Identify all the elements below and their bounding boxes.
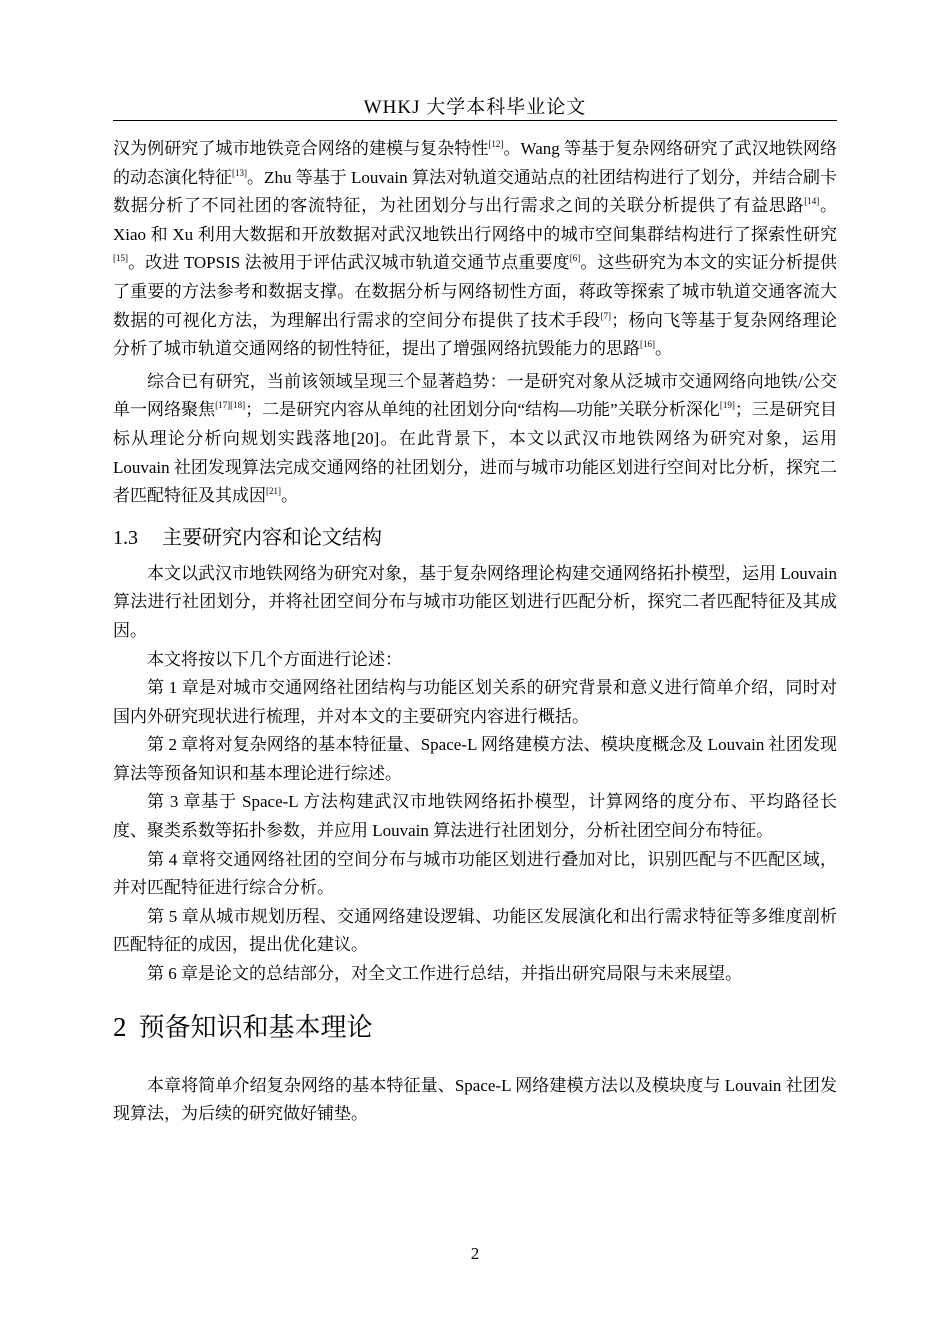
text-run: 。这些研究为本文的实证分析提供了重要的方法参考和数据支撑。在数据分析与网络韧性方面，蒋政等探索了城市轨道交通客流大数据的可视化方法，为理解出行需求的空间分布提供了技术手段 <box>113 253 837 330</box>
citation-ref: [7] <box>600 310 612 321</box>
section-number: 1.3 <box>113 526 138 549</box>
text-run: 。 <box>655 339 672 359</box>
header-rule <box>113 120 837 121</box>
paragraph-related-work <box>113 135 837 364</box>
citation-ref: [21] <box>266 486 281 497</box>
page-body <box>113 135 837 1129</box>
text-run: 汉为例研究了城市地铁竞合网络的建模与复杂特性 <box>113 139 489 158</box>
paragraph-structure-intro: 本文将按以下几个方面进行论述： <box>147 649 402 669</box>
text-run: 。Zhu 等基于 Louvain 算法对轨道交通站点的社团结构进行了划分，并结合刷卡数据分析了不同社团的客流特征，为社团划分与出行需求之间的关联分析提供了有益思路 <box>113 167 837 216</box>
paragraph-chapter-5: 第 5 章从城市规划历程、交通网络建设逻辑、功能区发展演化和出行需求特征等多维度剖析匹配特征的成因，提出优化建议。 <box>113 906 837 955</box>
chapter-number: 2 <box>113 1011 127 1042</box>
citation-ref: [15] <box>113 253 128 264</box>
paragraph-research-content: 本文以武汉市地铁网络为研究对象，基于复杂网络理论构建交通网络拓扑模型，运用 Louvain 算法进行社团划分，并将社团空间分布与城市功能区划进行匹配分析，探究二者匹配特征及其成因。 <box>113 563 837 640</box>
paragraph-chapter-2: 第 2 章将对复杂网络的基本特征量、Space-L 网络建模方法、模块度概念及 Louvain 社团发现算法等预备知识和基本理论进行综述。 <box>113 735 837 783</box>
chapter-title: 预备知识和基本理论 <box>138 1012 373 1043</box>
citation-ref: [13] <box>232 167 248 178</box>
section-title: 主要研究内容和论文结构 <box>162 524 382 549</box>
citation-ref: [6] <box>569 253 581 264</box>
citation-ref: [19] <box>719 400 735 411</box>
page-header: WHKJ 大学本科毕业论文 <box>363 97 587 118</box>
paragraph-chapter-2-intro: 本章将简单介绍复杂网络的基本特征量、Space-L 网络建模方法以及模块度与 Louvain 社团发现算法，为后续的研究做好铺垫。 <box>113 1075 837 1124</box>
text-run: 。改进 TOPSIS 法被用于评估武汉城市轨道交通节点重要度 <box>128 253 570 273</box>
chapter-heading-2 <box>113 1009 837 1046</box>
citation-ref: [12] <box>488 139 504 149</box>
paragraph-chapter-3: 第 3 章基于 Space-L 方法构建武汉市地铁网络拓扑模型，计算网络的度分布、平均路径长度、聚类系数等拓扑参数，并应用 Louvain 算法进行社团划分，分析社团空间分布特征。 <box>113 792 837 841</box>
section-heading-1-3 <box>113 523 837 552</box>
text-run: 综合已有研究，当前该领域呈现三个显著趋势：一是研究对象从泛城市交通网络向地铁/公交单一网络聚焦 <box>113 371 837 420</box>
text-run: ；二是研究内容从单纯的社团划分向“结构—功能”关联分析深化 <box>245 400 720 420</box>
paragraph-trends <box>113 368 837 511</box>
citation-ref: [16] <box>640 339 655 350</box>
citation-ref: [17][18] <box>215 400 246 411</box>
text-run: 。Xiao 和 Xu 利用大数据和开放数据对武汉地铁出行网络中的城市空间集群结构进行了探索性研究 <box>113 196 838 244</box>
text-run: 。 <box>281 486 298 506</box>
text-run: ；三是研究目标从理论分析向规划实践落地[20]。在此背景下，本文以武汉市地铁网络为研究对象，运用 Louvain 社团发现算法完成交通网络的社团划分，进而与城市功能区划进行空间对比分析，探究二者匹配特征及其成因 <box>113 400 838 506</box>
citation-ref: [14] <box>804 196 820 207</box>
paragraph-chapter-1: 第 1 章是对城市交通网络社团结构与功能区划关系的研究背景和意义进行简单介绍，同时对国内外研究现状进行梳理，并对本文的主要研究内容进行概括。 <box>113 678 837 726</box>
text-run: ；杨向飞等基于复杂网络理论分析了城市轨道交通网络的韧性特征，提出了增强网络抗毁能力的思路 <box>113 310 838 359</box>
text-run: 。Wang 等基于复杂网络研究了武汉地铁网络的动态演化特征 <box>113 139 838 187</box>
paragraph-chapter-4: 第 4 章将交通网络社团的空间分布与城市功能区划进行叠加对比，识别匹配与不匹配区域，并对匹配特征进行综合分析。 <box>113 849 837 898</box>
page-number: 2 <box>470 1244 480 1263</box>
paragraph-chapter-6: 第 6 章是论文的总结部分，对全文工作进行总结，并指出研究局限与未来展望。 <box>147 964 742 984</box>
